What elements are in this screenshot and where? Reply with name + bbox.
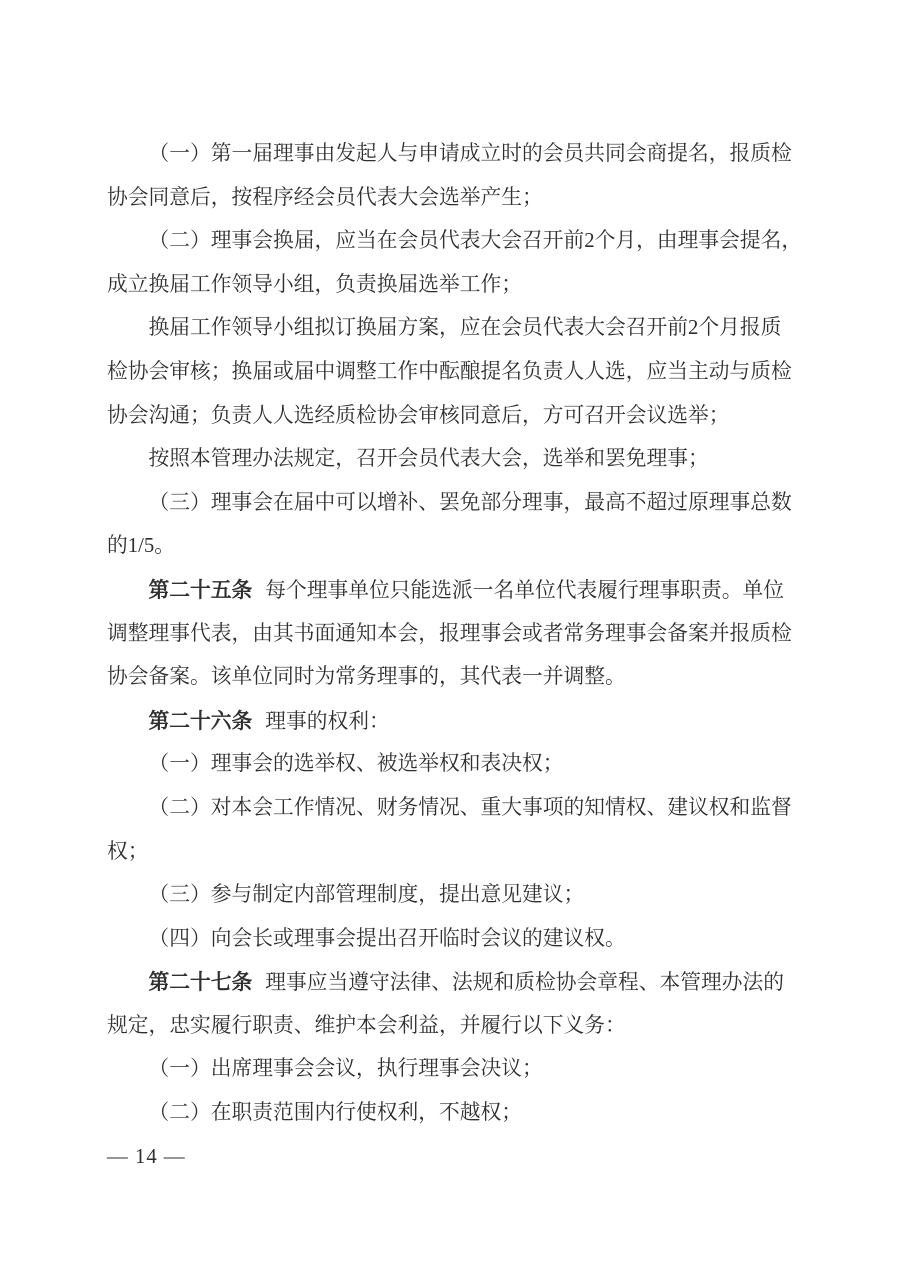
text-line (107, 395, 797, 439)
article-heading: 第二十七条 (148, 971, 253, 995)
text-line (107, 133, 797, 177)
line-text: 的1/5。 (107, 535, 176, 558)
text-line (107, 1092, 797, 1136)
line-text: （一）出席理事会会议，执行理事会决议； (148, 1058, 543, 1081)
line-text: 调整理事代表，由其书面通知本会，报理事会或者常务理事会备案并报质检 (107, 622, 792, 645)
line-text: 成立换届工作领导小组，负责换届选举工作； (107, 273, 523, 296)
page-number: — 14 — (107, 1146, 186, 1168)
line-text: （一）理事会的选举权、被选举权和表决权； (148, 753, 564, 776)
text-line (107, 525, 797, 569)
line-text: （三）参与制定内部管理制度，提出意见建议； (148, 884, 585, 907)
text-line (107, 1048, 797, 1092)
text-line (107, 220, 803, 264)
text-line (107, 831, 797, 875)
text-line (107, 787, 797, 831)
line-text: （一）第一届理事由发起人与申请成立时的会员共同会商提名，报质检 (148, 143, 792, 165)
text-line (107, 351, 797, 395)
article-heading: 第二十六条 (148, 709, 253, 733)
text-line (107, 307, 797, 351)
text-line (107, 700, 797, 744)
line-text: （二）理事会换届，应当在会员代表大会召开前2个月，由理事会提名， (148, 230, 803, 253)
text-line (107, 743, 797, 787)
line-text: 协会备案。该单位同时为常务理事的，其代表一并调整。 (107, 666, 626, 689)
text-line (107, 1005, 797, 1049)
line-text: 每个理事单位只能选派一名单位代表履行理事职责。单位 (265, 579, 785, 602)
text-line (107, 961, 797, 1005)
text-line (107, 613, 797, 657)
line-text: 理事应当遵守法律、法规和质检协会章程、本管理办法的 (265, 972, 785, 995)
line-text: 检协会审核；换届或届中调整工作中酝酿提名负责人人选，应当主动与质检 (107, 360, 792, 383)
line-text: 规定，忠实履行职责、维护本会利益，并履行以下义务： (107, 1014, 626, 1037)
text-line (107, 177, 797, 221)
line-text: （四）向会长或理事会提出召开临时会议的建议权。 (148, 927, 626, 950)
text-line (107, 438, 797, 482)
text-line (107, 482, 797, 526)
line-text: 协会同意后，按程序经会员代表大会选举产生； (107, 186, 543, 209)
text-line (107, 264, 797, 308)
text-line (107, 656, 797, 700)
line-text: 协会沟通；负责人人选经质检协会审核同意后，方可召开会议选举； (107, 404, 730, 427)
line-text: 换届工作领导小组拟订换届方案，应在会员代表大会召开前2个月报质 (148, 317, 782, 340)
article-heading: 第二十五条 (148, 578, 253, 602)
document-body (107, 133, 803, 1136)
line-text: （二）在职责范围内行使权利，不越权； (148, 1102, 523, 1125)
text-line (107, 569, 797, 613)
line-text: （二）对本会工作情况、财务情况、重大事项的知情权、建议权和监督 (148, 796, 792, 819)
line-text: 权； (107, 840, 149, 863)
line-text: 理事的权利： (265, 710, 390, 733)
text-line (107, 874, 797, 918)
line-text: （三）理事会在届中可以增补、罢免部分理事，最高不超过原理事总数 (148, 491, 792, 514)
line-text: 按照本管理办法规定，召开会员代表大会，选举和罢免理事； (148, 448, 709, 471)
text-line (107, 918, 797, 962)
